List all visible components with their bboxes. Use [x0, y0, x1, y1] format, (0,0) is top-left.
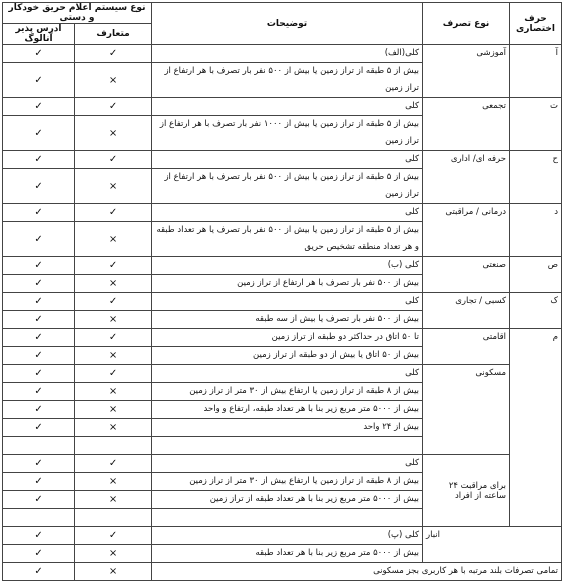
note-cell: تمامی تصرفات بلند مرتبه با هر کاربری بجز مسکونی [152, 563, 562, 581]
note-cell: بیش از ۵ طبقه از تراز زمین یا بیش از ۵۰۰ نفر بار تصرف با هر ارتفاع از تراز زمین [152, 63, 423, 98]
note-cell: بیش از ۵ طبقه از تراز زمین یا بیش از ۵۰۰ نفر بار تصرف یا هر تعداد طبقه و هر تعداد منطقه تشخیص حریق [152, 222, 423, 257]
addressable-mark: ✓ [3, 329, 75, 347]
addressable-mark: ✓ [3, 401, 75, 419]
code-cell: م [510, 329, 562, 527]
conventional-mark: × [75, 491, 152, 509]
note-cell: کلی [152, 98, 423, 116]
occupancy-cell: مسکونی [423, 365, 510, 455]
note-cell: کلی [152, 151, 423, 169]
conventional-mark: × [75, 563, 152, 581]
conventional-mark: × [75, 222, 152, 257]
header-notes: توضیحات [152, 3, 423, 45]
addressable-mark: ✓ [3, 204, 75, 222]
conventional-mark: ✓ [75, 98, 152, 116]
code-cell: انبار [423, 527, 562, 563]
table-row [3, 455, 562, 473]
addressable-mark: ✓ [3, 545, 75, 563]
table-row [3, 293, 562, 311]
occupancy-cell: کسبی / تجاری [423, 293, 510, 329]
addressable-mark: ✓ [3, 222, 75, 257]
header-conventional: متعارف [75, 24, 152, 45]
occupancy-cell: برای مراقبت ۲۴ ساعته از افراد [423, 455, 510, 527]
table-row [3, 329, 562, 347]
header-addressable: آدرس پذیر آنالوگ [3, 24, 75, 45]
note-cell: بیش از ۵۰۰۰ متر مربع زیر بنا با هر تعداد طبقه [152, 545, 423, 563]
table-row [3, 563, 562, 581]
occupancy-cell: درمانی / مراقبتی [423, 204, 510, 257]
addressable-mark: ✓ [3, 275, 75, 293]
note-cell: بیش از ۵۰ اتاق یا بیش از دو طبقه از تراز زمین [152, 347, 423, 365]
conventional-mark: ✓ [75, 365, 152, 383]
occupancy-cell: آموزشی [423, 45, 510, 98]
note-cell: بیش از ۵۰۰ نفر بار تصرف با هر ارتفاع از تراز زمین [152, 275, 423, 293]
code-cell: آ [510, 45, 562, 98]
note-cell: بیش از ۵۰۰ نفر بار تصرف یا بیش از سه طبقه [152, 311, 423, 329]
code-cell: ت [510, 98, 562, 151]
addressable-mark: ✓ [3, 527, 75, 545]
addressable-mark [3, 509, 75, 527]
conventional-mark [75, 509, 152, 527]
note-cell: کلی (ب) [152, 257, 423, 275]
conventional-mark: ✓ [75, 45, 152, 63]
occupancy-cell: حرفه ای/ اداری [423, 151, 510, 204]
table-row [3, 98, 562, 116]
table-row [3, 151, 562, 169]
conventional-mark: × [75, 545, 152, 563]
conventional-mark: × [75, 311, 152, 329]
header-occupancy: نوع تصرف [423, 3, 510, 45]
note-cell: کلی [152, 204, 423, 222]
conventional-mark: × [75, 275, 152, 293]
addressable-mark: ✓ [3, 383, 75, 401]
addressable-mark: ✓ [3, 311, 75, 329]
conventional-mark: ✓ [75, 329, 152, 347]
note-cell: کلی(الف) [152, 45, 423, 63]
addressable-mark: ✓ [3, 98, 75, 116]
conventional-mark: × [75, 116, 152, 151]
occupancy-cell: صنعتی [423, 257, 510, 293]
table-row [3, 527, 562, 545]
conventional-mark: ✓ [75, 293, 152, 311]
note-cell: کلی [152, 365, 423, 383]
addressable-mark: ✓ [3, 116, 75, 151]
table-row [3, 204, 562, 222]
addressable-mark: ✓ [3, 419, 75, 437]
code-cell: د [510, 204, 562, 257]
addressable-mark: ✓ [3, 169, 75, 204]
addressable-mark [3, 437, 75, 455]
conventional-mark: × [75, 169, 152, 204]
header-code: حرف اختصاری [510, 3, 562, 45]
code-cell: ک [510, 293, 562, 329]
conventional-mark: ✓ [75, 204, 152, 222]
table-row [3, 45, 562, 63]
fire-alarm-system-table [2, 2, 562, 581]
note-cell: بیش از ۸ طبقه از تراز زمین یا ارتفاع بیش از ۳۰ متر از تراز زمین [152, 473, 423, 491]
conventional-mark: × [75, 383, 152, 401]
table-row [3, 257, 562, 275]
addressable-mark: ✓ [3, 63, 75, 98]
note-cell: کلی [152, 293, 423, 311]
note-cell [152, 437, 423, 455]
conventional-mark: × [75, 347, 152, 365]
note-cell: بیش از ۲۴ واحد [152, 419, 423, 437]
conventional-mark: ✓ [75, 151, 152, 169]
addressable-mark: ✓ [3, 45, 75, 63]
note-cell: کلی [152, 455, 423, 473]
conventional-mark: × [75, 473, 152, 491]
header-row-1 [3, 3, 562, 24]
occupancy-cell: اقامتی [423, 329, 510, 365]
addressable-mark: ✓ [3, 473, 75, 491]
note-cell: تا ۵۰ اتاق در حداکثر دو طبقه از تراز زمین [152, 329, 423, 347]
conventional-mark: × [75, 63, 152, 98]
note-cell: بیش از ۸ طبقه از تراز زمین یا ارتفاع بیش از ۳۰ متر از تراز زمین [152, 383, 423, 401]
conventional-mark: × [75, 401, 152, 419]
conventional-mark [75, 437, 152, 455]
note-cell: کلی (پ) [152, 527, 423, 545]
addressable-mark: ✓ [3, 347, 75, 365]
addressable-mark: ✓ [3, 293, 75, 311]
addressable-mark: ✓ [3, 365, 75, 383]
addressable-mark: ✓ [3, 257, 75, 275]
table-row [3, 365, 562, 383]
note-cell: بیش از ۵۰۰۰ متر مربع زیر بنا با هر تعداد طبقه از تراز زمین [152, 491, 423, 509]
addressable-mark: ✓ [3, 491, 75, 509]
note-cell [152, 509, 423, 527]
header-system-type: نوع سیستم اعلام حریق خودکار و دستی [3, 3, 152, 24]
addressable-mark: ✓ [3, 455, 75, 473]
note-cell: بیش از ۵ طبقه از تراز زمین یا بیش از ۵۰۰ نفر بار تصرف با هر ارتفاع از تراز زمین [152, 169, 423, 204]
conventional-mark: ✓ [75, 257, 152, 275]
addressable-mark: ✓ [3, 563, 75, 581]
note-cell: بیش از ۵ طبقه از تراز زمین یا بیش از ۱۰۰۰ نفر بار تصرف با هر ارتفاع از تراز زمین [152, 116, 423, 151]
occupancy-cell: تجمعی [423, 98, 510, 151]
note-cell: بیش از ۵۰۰۰ متر مربع زیر بنا با هر تعداد طبقه، ارتفاع و واحد [152, 401, 423, 419]
conventional-mark: ✓ [75, 527, 152, 545]
code-cell: ح [510, 151, 562, 204]
addressable-mark: ✓ [3, 151, 75, 169]
conventional-mark: × [75, 419, 152, 437]
conventional-mark: ✓ [75, 455, 152, 473]
code-cell: ص [510, 257, 562, 293]
